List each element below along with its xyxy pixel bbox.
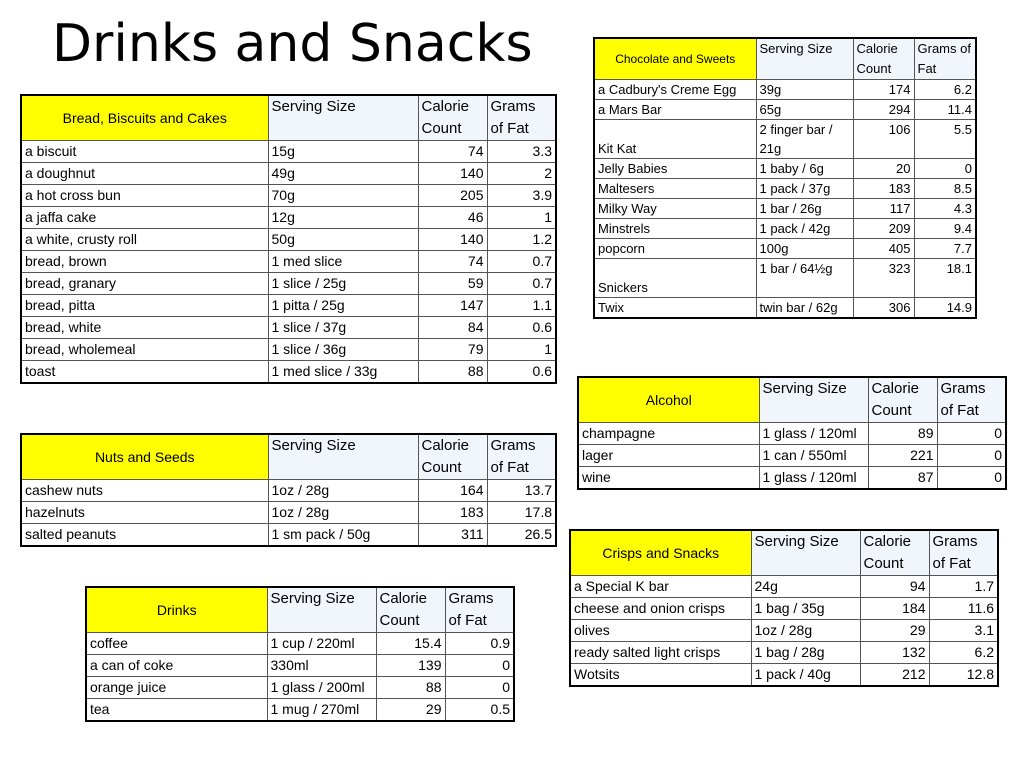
grams-of-fat: 0.7 (487, 251, 556, 273)
grams-of-fat: 13.7 (487, 480, 556, 502)
grams-of-fat-header: Grams of Fat (445, 587, 514, 633)
grams-of-fat: 0 (445, 677, 514, 699)
calorie-count: 294 (853, 100, 914, 120)
table-row (21, 229, 556, 251)
serving-size: 1 glass / 120ml (759, 467, 868, 490)
calorie-count-header: Calorie Count (853, 38, 914, 80)
food-name: champagne (578, 423, 759, 445)
calorie-count: 183 (418, 502, 487, 524)
serving-size: 49g (268, 163, 418, 185)
food-name: a Mars Bar (594, 100, 756, 120)
table-row (570, 576, 998, 598)
calorie-count: 88 (376, 677, 445, 699)
serving-size: 1 pack / 37g (756, 179, 853, 199)
calorie-count: 15.4 (376, 633, 445, 655)
food-name: a can of coke (86, 655, 267, 677)
calorie-count-header: Calorie Count (418, 95, 487, 141)
grams-of-fat: 0.6 (487, 361, 556, 384)
table-row (21, 295, 556, 317)
table-row (86, 633, 514, 655)
grams-of-fat: 0 (937, 445, 1006, 467)
grams-of-fat: 1.7 (929, 576, 998, 598)
food-name: Snickers (594, 259, 756, 298)
grams-of-fat: 0.6 (487, 317, 556, 339)
table-row (578, 467, 1006, 490)
food-name: a white, crusty roll (21, 229, 268, 251)
grams-of-fat: 7.7 (914, 239, 976, 259)
calorie-count: 94 (860, 576, 929, 598)
serving-size: 50g (268, 229, 418, 251)
table-row (570, 620, 998, 642)
serving-size: 1oz / 28g (268, 480, 418, 502)
serving-size: twin bar / 62g (756, 298, 853, 319)
serving-size-header: Serving Size (268, 95, 418, 141)
calorie-count: 106 (853, 120, 914, 159)
table-row (570, 642, 998, 664)
food-name: Kit Kat (594, 120, 756, 159)
table-row (21, 251, 556, 273)
grams-of-fat: 0 (937, 467, 1006, 490)
grams-of-fat: 1 (487, 339, 556, 361)
calorie-count: 209 (853, 219, 914, 239)
table-row (594, 179, 976, 199)
calorie-count: 174 (853, 80, 914, 100)
serving-size: 1 slice / 37g (268, 317, 418, 339)
table-row (594, 199, 976, 219)
grams-of-fat: 1 (487, 207, 556, 229)
grams-of-fat: 3.1 (929, 620, 998, 642)
calorie-count: 59 (418, 273, 487, 295)
calorie-count-header: Calorie Count (860, 530, 929, 576)
serving-size: 100g (756, 239, 853, 259)
food-name: a biscuit (21, 141, 268, 163)
food-name: a Special K bar (570, 576, 751, 598)
calorie-count: 311 (418, 524, 487, 547)
grams-of-fat: 0 (914, 159, 976, 179)
table-drinks (85, 586, 515, 722)
calorie-count: 140 (418, 229, 487, 251)
food-name: bread, brown (21, 251, 268, 273)
food-name: Minstrels (594, 219, 756, 239)
grams-of-fat: 0.7 (487, 273, 556, 295)
serving-size: 1oz / 28g (268, 502, 418, 524)
grams-of-fat: 11.6 (929, 598, 998, 620)
food-name: wine (578, 467, 759, 490)
calorie-count: 46 (418, 207, 487, 229)
serving-size: 1 baby / 6g (756, 159, 853, 179)
calorie-count: 74 (418, 141, 487, 163)
table-row (578, 445, 1006, 467)
serving-size: 1 slice / 36g (268, 339, 418, 361)
food-name: coffee (86, 633, 267, 655)
grams-of-fat: 3.3 (487, 141, 556, 163)
calorie-count: 117 (853, 199, 914, 219)
table-row (21, 185, 556, 207)
table-header-row (578, 377, 1006, 423)
category-label: Crisps and Snacks (570, 530, 751, 576)
table-row (570, 598, 998, 620)
calorie-count: 184 (860, 598, 929, 620)
grams-of-fat: 18.1 (914, 259, 976, 298)
food-name: Maltesers (594, 179, 756, 199)
calorie-count: 164 (418, 480, 487, 502)
serving-size: 65g (756, 100, 853, 120)
serving-size: 1 glass / 200ml (267, 677, 376, 699)
table-row (86, 655, 514, 677)
grams-of-fat: 11.4 (914, 100, 976, 120)
calorie-count: 139 (376, 655, 445, 677)
calorie-count: 84 (418, 317, 487, 339)
table-row (86, 699, 514, 722)
table-row (594, 298, 976, 319)
table-row (21, 163, 556, 185)
food-name: ready salted light crisps (570, 642, 751, 664)
food-name: bread, wholemeal (21, 339, 268, 361)
category-label: Chocolate and Sweets (594, 38, 756, 80)
grams-of-fat-header: Grams of Fat (487, 95, 556, 141)
serving-size: 1 slice / 25g (268, 273, 418, 295)
calorie-count: 29 (376, 699, 445, 722)
calorie-count: 147 (418, 295, 487, 317)
serving-size: 15g (268, 141, 418, 163)
food-name: hazelnuts (21, 502, 268, 524)
calorie-count: 183 (853, 179, 914, 199)
page-title: Drinks and Snacks (52, 14, 533, 74)
food-name: cheese and onion crisps (570, 598, 751, 620)
category-label: Alcohol (578, 377, 759, 423)
calorie-count: 88 (418, 361, 487, 384)
food-name: Twix (594, 298, 756, 319)
grams-of-fat: 6.2 (929, 642, 998, 664)
calorie-count: 29 (860, 620, 929, 642)
table-row (594, 159, 976, 179)
grams-of-fat: 9.4 (914, 219, 976, 239)
table-bread-biscuits-cakes (20, 94, 557, 384)
table-row (594, 100, 976, 120)
table-row (594, 219, 976, 239)
table-row (21, 141, 556, 163)
grams-of-fat: 26.5 (487, 524, 556, 547)
serving-size: 1 can / 550ml (759, 445, 868, 467)
serving-size: 1 glass / 120ml (759, 423, 868, 445)
food-name: bread, white (21, 317, 268, 339)
grams-of-fat: 1.1 (487, 295, 556, 317)
table-nuts-seeds (20, 433, 557, 547)
serving-size: 330ml (267, 655, 376, 677)
calorie-count: 79 (418, 339, 487, 361)
calorie-count: 221 (868, 445, 937, 467)
serving-size: 70g (268, 185, 418, 207)
calorie-count: 323 (853, 259, 914, 298)
grams-of-fat: 2 (487, 163, 556, 185)
food-name: a doughnut (21, 163, 268, 185)
serving-size: 24g (751, 576, 860, 598)
calorie-count-header: Calorie Count (868, 377, 937, 423)
food-name: lager (578, 445, 759, 467)
calorie-count: 205 (418, 185, 487, 207)
serving-size: 1 pitta / 25g (268, 295, 418, 317)
table-header-row (570, 530, 998, 576)
table-row (21, 502, 556, 524)
table-row (594, 239, 976, 259)
calorie-count: 132 (860, 642, 929, 664)
grams-of-fat: 14.9 (914, 298, 976, 319)
serving-size: 1 bar / 64½g (756, 259, 853, 298)
serving-size: 1 med slice / 33g (268, 361, 418, 384)
serving-size: 1 pack / 42g (756, 219, 853, 239)
table-row (21, 524, 556, 547)
serving-size: 12g (268, 207, 418, 229)
calorie-count: 405 (853, 239, 914, 259)
table-row (21, 273, 556, 295)
food-name: a jaffa cake (21, 207, 268, 229)
grams-of-fat: 12.8 (929, 664, 998, 687)
serving-size: 1 pack / 40g (751, 664, 860, 687)
table-row (21, 207, 556, 229)
grams-of-fat: 8.5 (914, 179, 976, 199)
serving-size: 2 finger bar / 21g (756, 120, 853, 159)
table-row (21, 317, 556, 339)
table-row (21, 361, 556, 384)
grams-of-fat-header: Grams of Fat (914, 38, 976, 80)
table-row (594, 120, 976, 159)
table-chocolate-sweets (593, 37, 977, 319)
food-name: tea (86, 699, 267, 722)
table-row (21, 480, 556, 502)
table-row (86, 677, 514, 699)
table-row (570, 664, 998, 687)
calorie-count: 74 (418, 251, 487, 273)
serving-size: 1 bag / 28g (751, 642, 860, 664)
grams-of-fat: 0 (445, 655, 514, 677)
table-header-row (21, 95, 556, 141)
grams-of-fat: 17.8 (487, 502, 556, 524)
grams-of-fat: 5.5 (914, 120, 976, 159)
food-name: olives (570, 620, 751, 642)
food-name: popcorn (594, 239, 756, 259)
serving-size-header: Serving Size (751, 530, 860, 576)
food-name: salted peanuts (21, 524, 268, 547)
serving-size: 1 bag / 35g (751, 598, 860, 620)
grams-of-fat: 0 (937, 423, 1006, 445)
table-row (594, 80, 976, 100)
serving-size-header: Serving Size (756, 38, 853, 80)
food-name: Wotsits (570, 664, 751, 687)
calorie-count: 140 (418, 163, 487, 185)
food-name: toast (21, 361, 268, 384)
table-header-row (86, 587, 514, 633)
category-label: Nuts and Seeds (21, 434, 268, 480)
table-row (594, 259, 976, 298)
table-row (21, 339, 556, 361)
food-name: a Cadbury's Creme Egg (594, 80, 756, 100)
food-name: cashew nuts (21, 480, 268, 502)
food-name: orange juice (86, 677, 267, 699)
food-name: Milky Way (594, 199, 756, 219)
serving-size-header: Serving Size (759, 377, 868, 423)
table-crisps-snacks (569, 529, 999, 687)
serving-size: 1 sm pack / 50g (268, 524, 418, 547)
serving-size: 1 cup / 220ml (267, 633, 376, 655)
grams-of-fat-header: Grams of Fat (937, 377, 1006, 423)
serving-size: 1 med slice (268, 251, 418, 273)
serving-size: 1oz / 28g (751, 620, 860, 642)
grams-of-fat: 6.2 (914, 80, 976, 100)
serving-size-header: Serving Size (268, 434, 418, 480)
calorie-count: 20 (853, 159, 914, 179)
grams-of-fat: 0.5 (445, 699, 514, 722)
grams-of-fat: 1.2 (487, 229, 556, 251)
grams-of-fat: 0.9 (445, 633, 514, 655)
table-header-row (21, 434, 556, 480)
grams-of-fat: 3.9 (487, 185, 556, 207)
table-row (578, 423, 1006, 445)
food-name: a hot cross bun (21, 185, 268, 207)
serving-size-header: Serving Size (267, 587, 376, 633)
grams-of-fat: 4.3 (914, 199, 976, 219)
food-name: Jelly Babies (594, 159, 756, 179)
grams-of-fat-header: Grams of Fat (929, 530, 998, 576)
calorie-count: 87 (868, 467, 937, 490)
calorie-count-header: Calorie Count (418, 434, 487, 480)
grams-of-fat-header: Grams of Fat (487, 434, 556, 480)
calorie-count: 212 (860, 664, 929, 687)
calorie-count: 306 (853, 298, 914, 319)
category-label: Bread, Biscuits and Cakes (21, 95, 268, 141)
table-alcohol (577, 376, 1007, 490)
serving-size: 1 mug / 270ml (267, 699, 376, 722)
serving-size: 1 bar / 26g (756, 199, 853, 219)
calorie-count: 89 (868, 423, 937, 445)
serving-size: 39g (756, 80, 853, 100)
food-name: bread, granary (21, 273, 268, 295)
table-header-row (594, 38, 976, 80)
calorie-count-header: Calorie Count (376, 587, 445, 633)
category-label: Drinks (86, 587, 267, 633)
food-name: bread, pitta (21, 295, 268, 317)
